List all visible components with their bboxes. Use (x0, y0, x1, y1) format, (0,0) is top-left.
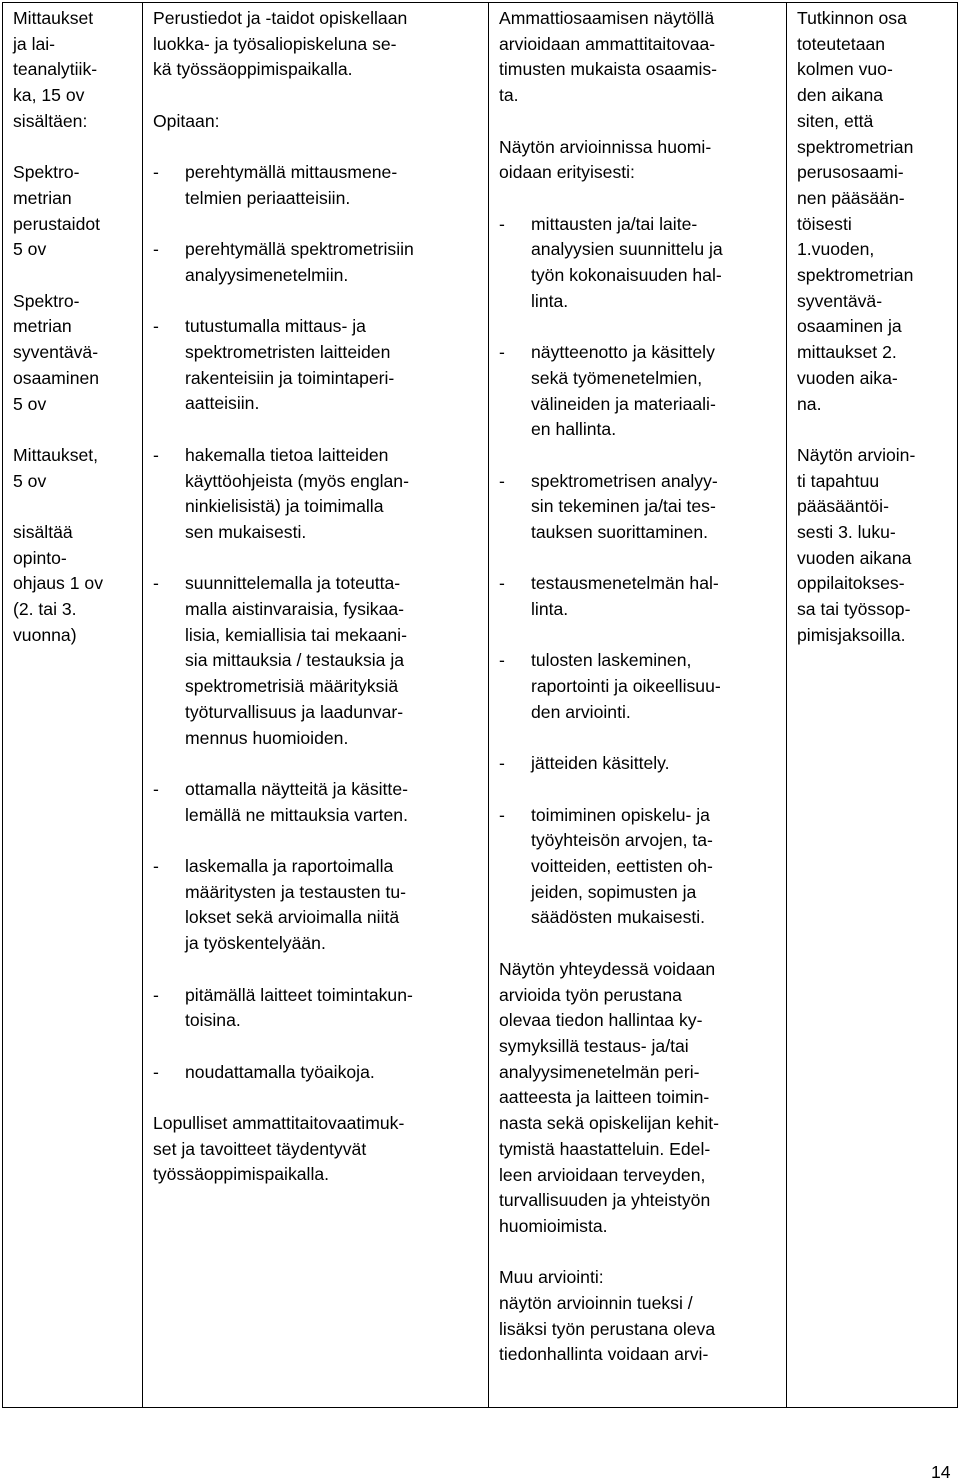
dash-bullet: - (499, 342, 505, 363)
dash-bullet: - (153, 573, 159, 594)
interview-paragraph: Näytön yhteydessä voidaan arvioida työn perustana olevaa tiedon hallintaa ky- symyksillä testaus- ja/tai analyysimenetelmän peri- aatteesta ja laitteen toimin- nasta sekä opiskelijan kehit- tymistä haastatteluin. Edel- leen arvioidaan terveyden, turvallisuuden ja yhteistyön huomioimista. (499, 958, 720, 1236)
list-item (153, 314, 482, 417)
list-item-text: näytteenotto ja käsittely sekä työmenetelmien, välineiden ja materiaali- en hallinta. (531, 342, 716, 440)
list-item-text: perehtymällä mittausmene- telmien periaatteisiin. (185, 162, 398, 208)
list-item-text: suunnittelemalla ja toteutta- malla aistinvaraisia, fysikaa- lisia, kemiallisia tai mekaani- sia mittauksia / testauksia ja spektrometrisiä määrityksiä työturvallisuus ja laadunvar- mennus huomioiden. (185, 573, 407, 748)
other-assessment-heading: Muu arviointi: (499, 1267, 604, 1288)
curriculum-table (2, 2, 958, 1408)
list-item-text: perehtymällä spektrometrisiin analyysimenetelmiin. (185, 239, 414, 285)
list-item (153, 1060, 482, 1086)
module-part: Spektro- metrian perustaidot 5 ov (13, 162, 101, 260)
assessment-column (489, 3, 787, 1408)
list-item-text: hakemalla tietoa laitteiden käyttöohjeista (myös englan- ninkielisistä) ja toimimalla sen mukaisesti. (185, 444, 409, 542)
list-item-text: testausmenetelmän hal- linta. (531, 573, 719, 620)
dash-bullet: - (153, 239, 159, 260)
list-item-text: tutustumalla mittaus- ja spektrometristen laitteiden rakenteisiin ja toimintaperi- aatteisiin. (185, 316, 395, 414)
list-item-text: noudattamalla työaikoja. (185, 1061, 375, 1082)
timing-text: Tutkinnon osa toteutetaan kolmen vuo- den aikana siten, että spektrometrian perusosaami- nen pääsään- töisesti 1.vuoden, spektrometrian syventävä- osaaminen ja mittaukset 2. vuoden aika- na. (797, 8, 914, 414)
list-item-text: toimiminen opiskelu- ja työyhteisön arvojen, ta- voitteiden, eettisten oh- jeiden, sopimusten ja säädösten mukaisesti. (531, 804, 713, 928)
list-item-text: ottamalla näytteitä ja käsitte- lemällä ne mittauksia varten. (185, 778, 408, 825)
list-item (153, 160, 482, 211)
table-row (3, 3, 958, 1408)
dash-bullet: - (499, 753, 505, 774)
assessment-heading: Näytön arvioinnissa huomi- oidaan erityisesti: (499, 136, 712, 183)
dash-bullet: - (153, 316, 159, 337)
dash-bullet: - (153, 162, 159, 183)
dash-bullet: - (153, 856, 159, 877)
learning-closing: Lopulliset ammattitaitovaatimuk- set ja tavoitteet täydentyvät työssäoppimispaikalla. (153, 1113, 405, 1185)
list-item (499, 571, 780, 622)
list-item (153, 983, 482, 1034)
list-item-text: laskemalla ja raportoimalla määritysten ja testausten tu- lokset sekä arvioimalla niitä ja työskentelyään. (185, 856, 407, 954)
module-part: Spektro- metrian syventävä- osaaminen 5 ov (13, 290, 100, 414)
dash-bullet: - (499, 650, 505, 671)
learning-intro: Perustiedot ja -taidot opiskellaan luokka- ja työsaliopiskeluna se- kä työssäoppimispaikalla. (153, 8, 408, 80)
module-column (3, 3, 143, 1408)
list-item (153, 237, 482, 288)
list-item (153, 854, 482, 957)
module-note: sisältää opinto- ohjaus 1 ov (2. tai 3. vuonna) (13, 522, 103, 645)
assessment-intro: Ammattiosaamisen näytöllä arvioidaan ammattitaitovaa- timusten mukaista osaamis- ta. (499, 8, 718, 106)
list-item (153, 571, 482, 751)
page-number: 14 (931, 1462, 951, 1482)
list-item (499, 340, 780, 443)
dash-bullet: - (153, 984, 159, 1005)
list-item (499, 648, 780, 725)
list-item (499, 751, 780, 777)
dash-bullet: - (153, 1061, 159, 1082)
list-item-text: jätteiden käsittely. (531, 753, 670, 774)
dash-bullet: - (499, 470, 505, 491)
list-item (153, 443, 482, 546)
dash-bullet: - (153, 444, 159, 465)
list-item (499, 212, 780, 315)
module-title: Mittaukset ja lai- teanalytiik- ka, 15 ov sisältäen: (13, 8, 98, 131)
dash-bullet: - (153, 778, 159, 799)
module-part: Mittaukset, 5 ov (13, 444, 99, 491)
other-assessment-text: näytön arvioinnin tueksi / lisäksi työn perustana oleva tiedonhallinta voidaan arvi- (499, 1293, 716, 1365)
list-item-text: mittausten ja/tai laite- analyysien suunnittelu ja työn kokonaisuuden hal- linta. (531, 213, 723, 311)
list-item (153, 777, 482, 828)
list-item-text: tulosten laskeminen, raportointi ja oikeellisuu- den arviointi. (531, 650, 721, 722)
dash-bullet: - (499, 804, 505, 825)
list-item-text: spektrometrisen analyy- sin tekeminen ja/tai tes- tauksen suorittaminen. (531, 470, 718, 542)
learning-column (143, 3, 489, 1408)
timing-column (787, 3, 958, 1408)
list-item-text: pitämällä laitteet toimintakun- toisina. (185, 984, 413, 1031)
dash-bullet: - (499, 213, 505, 234)
demonstration-text: Näytön arvioin- ti tapahtuu pääsääntöi- sesti 3. luku- vuoden aikana oppilaitokses- sa tai työssop- pimisjaksoilla. (797, 444, 916, 645)
dash-bullet: - (499, 573, 505, 594)
list-item (499, 803, 780, 932)
learning-heading: Opitaan: (153, 110, 220, 131)
list-item (499, 469, 780, 546)
